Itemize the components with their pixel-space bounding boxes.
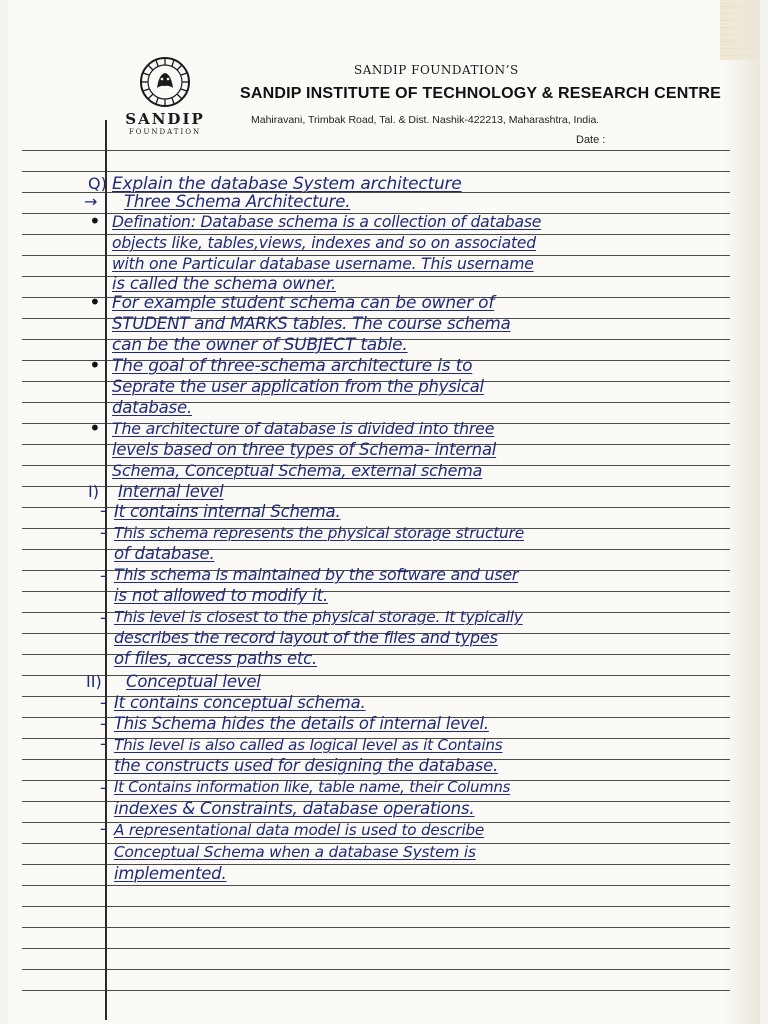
note-line: This level is also called as logical level as it Contains xyxy=(114,736,503,754)
note-line: of files, access paths etc. xyxy=(114,649,318,668)
note-line: can be the owner of SUBJECT table. xyxy=(112,335,408,355)
date-label: Date : xyxy=(576,134,606,146)
note-line: with one Particular database username. This username xyxy=(112,255,534,273)
logo-subtitle: FOUNDATION xyxy=(128,128,202,136)
note-line: The architecture of database is divided into three xyxy=(112,419,495,438)
note-line: implemented. xyxy=(114,864,227,883)
note-line: of database. xyxy=(114,544,215,563)
note-line: Internal level xyxy=(118,482,224,501)
note-line: objects like, tables,views, indexes and so on associated xyxy=(112,234,536,252)
note-line: describes the record layout of the files and types xyxy=(114,628,498,647)
question-marker: Q) xyxy=(88,174,107,193)
dash-marker: - xyxy=(100,693,106,712)
section-marker-2: II) xyxy=(86,672,102,691)
note-line: is called the schema owner. xyxy=(112,274,336,293)
institute-address: Mahiravani, Trimbak Road, Tal. & Dist. Nashik-422213, Maharashtra, India. xyxy=(251,114,600,126)
note-line: Defination: Database schema is a collection of database xyxy=(112,213,542,231)
note-line: Conceptual level xyxy=(126,672,261,691)
note-line: Seprate the user application from the physical xyxy=(112,377,484,396)
bullet-marker: • xyxy=(89,209,101,233)
note-line: Explain the database System architecture xyxy=(112,174,462,194)
bullet-marker: • xyxy=(89,290,101,314)
dash-marker: - xyxy=(100,778,106,797)
note-line: It Contains information like, table name, their Columns xyxy=(114,779,511,796)
note-line: Conceptual Schema when a database System is xyxy=(114,843,476,861)
note-line: is not allowed to modify it. xyxy=(114,586,328,605)
dash-marker: - xyxy=(100,566,106,585)
note-line: This schema is maintained by the software and user xyxy=(114,565,519,584)
dash-marker: - xyxy=(100,714,106,733)
note-line: the constructs used for designing the database. xyxy=(114,756,499,775)
handwritten-notes xyxy=(8,0,760,1024)
note-line: It contains internal Schema. xyxy=(114,502,341,521)
note-line: indexes & Constraints, database operations. xyxy=(114,799,475,818)
note-line: This Schema hides the details of internal level. xyxy=(114,714,489,733)
arrow-marker: → xyxy=(84,192,98,211)
note-line: This level is closest to the physical storage. It typically xyxy=(114,608,523,626)
bullet-marker: • xyxy=(89,416,101,440)
note-line: The goal of three-schema architecture is to xyxy=(112,356,473,376)
dash-marker: - xyxy=(100,608,106,627)
note-line: STUDENT and MARKS tables. The course schema xyxy=(112,314,511,333)
notebook-page xyxy=(8,0,760,1024)
note-line: Three Schema Architecture. xyxy=(124,192,351,211)
note-line: A representational data model is used to describe xyxy=(114,821,485,839)
note-line: database. xyxy=(112,398,192,417)
dash-marker: - xyxy=(100,819,106,838)
logo-wordmark: SANDIP xyxy=(125,110,205,128)
note-line: This schema represents the physical storage structure xyxy=(114,524,524,542)
institute-name: SANDIP INSTITUTE OF TECHNOLOGY & RESEARCH CENTRE xyxy=(240,85,722,102)
dash-marker: - xyxy=(100,501,106,520)
dash-marker: - xyxy=(100,734,106,753)
section-marker-1: I) xyxy=(88,482,99,501)
foundation-name: SANDIP FOUNDATION’S xyxy=(354,63,519,77)
note-line: levels based on three types of Schema- internal xyxy=(112,440,497,459)
note-line: For example student schema can be owner of xyxy=(112,293,495,313)
note-line: Schema, Conceptual Schema, external schema xyxy=(112,461,483,480)
dash-marker: - xyxy=(100,523,106,542)
note-line: It contains conceptual schema. xyxy=(114,693,366,712)
bullet-marker: • xyxy=(89,353,101,377)
